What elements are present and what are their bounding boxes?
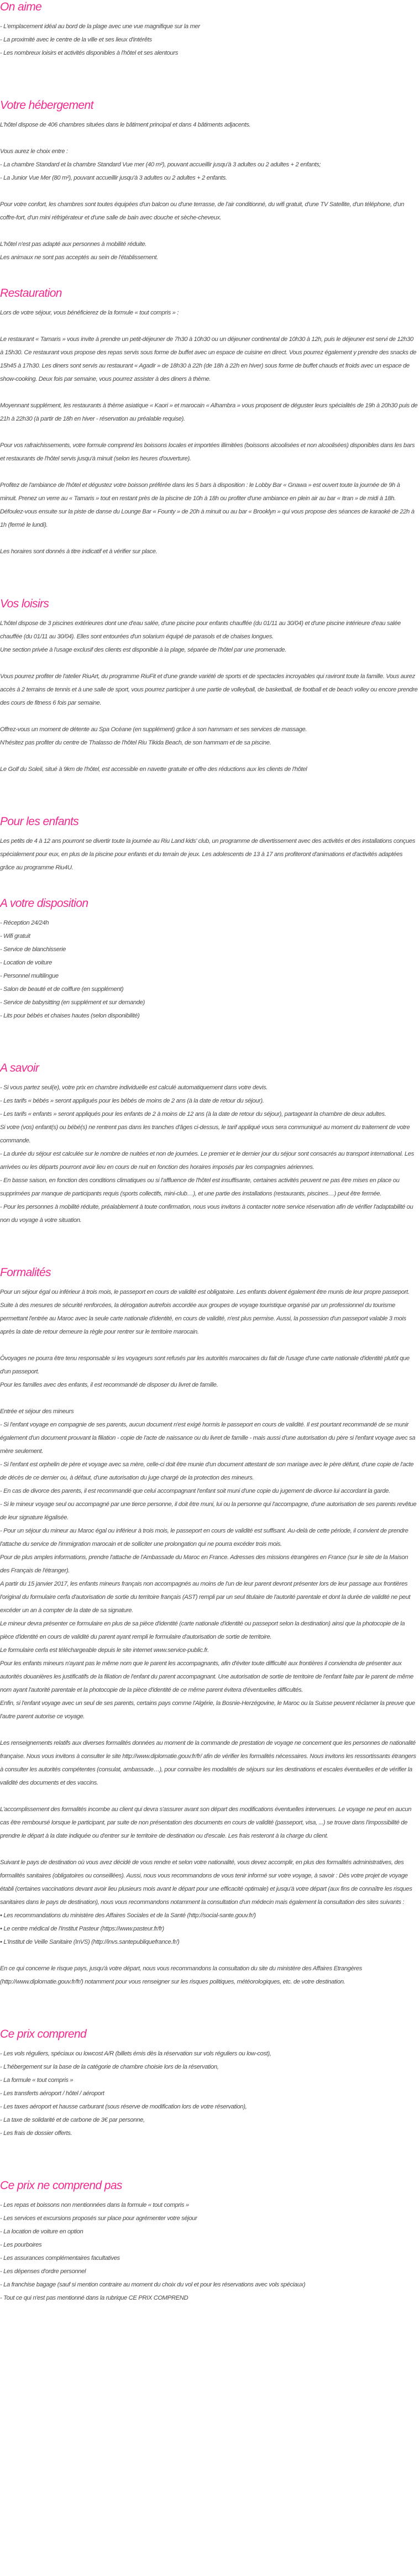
list-item: - Location de voiture — [0, 959, 53, 966]
paragraph: Pour les enfants mineurs n'ayant pas le même nom que le parent les accompagnants, afin d'éviter toute difficulté aux frontières il conviendra de présenter aux autorités douanières les justificatifs de la filiation de l'enfant du parent accompagnant. Une autorisation de sortie de territoire de l'enfant faite par le parent de même nom ayant l'autorité parentale et la photocopie de la pièce d'identité de ce même parent évitera d'éventuelles difficultés. — [0, 1660, 413, 1693]
list-item: - Service de babysitting (en supplément et sur demande) — [0, 999, 145, 1006]
list-item: - La location de voiture en option — [0, 2228, 83, 2235]
section-hebergement — [0, 98, 418, 264]
spacer — [0, 558, 418, 597]
spacer — [0, 874, 418, 896]
list-item: - L'hébergement sur la base de la catégorie de chambre choisie lors de la réservation, — [0, 2064, 219, 2070]
paragraph: A partir du 15 janvier 2017, les enfants mineurs français non accompagnés au moins de l'un de leur parent devront présenter lors de leur passage aux frontières l'original du formulaire cerfa d'autorisation de sortie du territoire français (AST) rempli par un seul titulaire de l'autorité parentale et dont la durée de validité ne peut excéder un an à compter de la date de sa signature. — [0, 1581, 411, 1614]
paragraph: Si votre (vos) enfant(s) ou bébé(s) ne rentrent pas dans les tranches d'âges ci-dessus, le tarif appliqué vous sera communiqué au moment du traitement de votre commande. — [0, 1124, 410, 1144]
included-list — [0, 2047, 418, 2140]
paragraph: - Si vous partez seul(e), votre prix en chambre individuelle est calculé automatiquement dans votre devis. — [0, 1084, 268, 1091]
health-site-link: • Le centre médical de l'Institut Pasteur (https://www.pasteur.fr/fr) — [0, 1926, 164, 1932]
paragraph: - Si l'enfant voyage en compagnie de ses parents, aucun document n'est exigé hormis le passeport en cours de validité. Il est pourtant recommandé de se munir également d'un document prouvant la filiation - copie de l'acte de naissance ou du livret de famille - mais aussi d'une autorisation du père si l'enfant voyage avec sa mère seulement. — [0, 1421, 416, 1455]
highlights-list — [0, 20, 418, 60]
section-title: Restauration — [0, 287, 62, 300]
list-item: - La franchise bagage (sauf si mention contraire au moment du choix du vol et pour les réservations avec vols spéciaux) — [0, 2281, 306, 2288]
list-item: - Tout ce qui n'est pas mentionné dans la rubrique CE PRIX COMPREND — [0, 2295, 188, 2301]
paragraph: Lors de votre séjour, vous bénéficierez de la formule « tout compris » : — [0, 309, 179, 316]
health-site-link: • Les recommandations du ministère des Affaires Sociales et de la Santé (http://social-sante.gouv.fr/) — [0, 1912, 256, 1919]
paragraph: Pour votre confort, les chambres sont toutes équipées d'un balcon ou d'une terrasse, de l'air conditionné, du wifi gratuit, d'une TV Satellite, d'un téléphone, d'un coffre-fort, d'un mini réfrigérateur et d'une salle de bain avec douche et sèche-cheveux. — [0, 201, 404, 221]
paragraph: Offrez-vous un moment de détente au Spa Océane (en supplément) grâce à son hammam et ses services de massage. — [0, 726, 307, 733]
section-title: A savoir — [0, 1062, 39, 1074]
list-item: - Les transferts aéroport / hôtel / aéroport — [0, 2090, 104, 2097]
list-item: - Réception 24/24h — [0, 920, 49, 926]
section-title: Ce prix ne comprend pas — [0, 2179, 122, 2192]
room-type: - La Junior Vue Mer (80 m²), pouvant accueillir jusqu'à 3 adultes ou 2 adultes + 2 enfants. — [0, 175, 227, 181]
paragraph: Pour les familles avec des enfants, il est recommandé de disposer du livret de famille. — [0, 1382, 218, 1388]
paragraph: Profitez de l'ambiance de l'hôtel et dégustez votre boisson préférée dans les 5 bars à disposition : le Lobby Bar « Gnawa » est ouvert toute la journée de 9h à minuit. Prenez un verre au « Tamaris » tout en restant près de la piscine de 10h à 18h ou profiter d'une ambiance en plein air au bar « Itran » de midi à 18h. Défoulez-vous ensuite sur la piste de danse du Lounge Bar « Founty » de 20h à minuit ou au bar « Brooklyn » qui vous propose des séances de karaoké de 22h à 1h (fermé le lundi). — [0, 482, 415, 528]
paragraph: Vous pourrez profiter de l'atelier RiuArt, du programme RiuFit et d'une grande variété de sports et de spectacles incroyables qui raviront toute la famille. Vous aurez accès à 2 terrains de tennis et à une salle de sport, vous pourrez participer à une partie de volleyball, de basketball, de football et de beach volley ou encore prendre des cours de fitness 6 fois par semaine. — [0, 673, 418, 706]
paragraph: - Si l'enfant est orphelin de père et voyage avec sa mère, celle-ci doit être munie d'un document attestant de son mariage avec le père défunt, d'une copie de l'acte de décès de ce dernier ou, à défaut, d'une autorisation du juge chargé de la protection des mineurs. — [0, 1461, 414, 1481]
paragraph: - En cas de divorce des parents, il est recommandé que celui accompagnant l'enfant soit muni d'une copie du jugement de divorce lui accordant la garde. — [0, 1488, 390, 1494]
list-item: - Wifi gratuit — [0, 933, 30, 940]
paragraph: - Les tarifs « bébés » seront appliqués pour les bébés de moins de 2 ans (à la date de retour du séjour). — [0, 1098, 264, 1104]
paragraph: N'hésitez pas profiter du centre de Thalasso de l'hôtel Riu Tikida Beach, de son hammam et de sa piscine. — [0, 739, 271, 746]
room-type: - La chambre Standard et la chambre Standard Vue mer (40 m²), pouvant accueillir jusqu'à 3 adultes ou 2 adultes + 2 enfants; — [0, 161, 321, 168]
section-formalites — [0, 1266, 418, 1989]
paragraph: Entrée et séjour des mineurs — [0, 1408, 74, 1415]
paragraph: Pour de plus amples informations, prendre l'attache de l'Ambassade du Maroc en France. Adresses des missions étrangères en France (sur le site de la Maison des Français de l'étranger). — [0, 1554, 408, 1574]
list-item: - Personnel multilingue — [0, 973, 59, 979]
paragraph: Enfin, si l'enfant voyage avec un seul de ses parents, certains pays comme l'Algérie, la Bosnie-Herzégovine, le Maroc ou la Suisse peuvent réclamer la preuve que l'autre parent autorise ce voyage. — [0, 1700, 415, 1720]
spacer — [0, 776, 418, 815]
paragraph: Les petits de 4 à 12 ans pourront se divertir toute la journée au Riu Land kids' club, un programme de divertissement avec des activités et des installations conçues spécialement pour eux, en plus de la piscine pour enfants et du terrain de jeux. Les adolescents de 13 à 17 ans profiteront d'animations et d'activités adaptées grâce au programme Riu4U. — [0, 838, 415, 871]
list-item: - La formule « tout compris » — [0, 2077, 74, 2084]
excluded-list — [0, 2199, 418, 2305]
spacer — [0, 1227, 418, 1266]
paragraph: Moyennant supplément, les restaurants à thème asiatique « Kaori » et marocain « Alhambra » vous proposent de déguster leurs spécialités de 19h à 20h30 puis de 21h à 22h30 (à partir de 18h en hiver - réservation au préalable requise). — [0, 402, 418, 422]
spacer — [0, 1022, 418, 1061]
section-title: Pour les enfants — [0, 815, 79, 828]
section-prix-comprend — [0, 2027, 418, 2140]
list-item: - Les dépenses d'ordre personnel — [0, 2268, 86, 2275]
paragraph: Ôvoyages ne pourra être tenu responsable si les voyageurs sont refusés par les autorités marocaines du fait de l'usage d'une carte nationale d'identité plutôt que d'un passeport. — [0, 1355, 410, 1375]
paragraph: Le restaurant « Tamaris » vous invite à prendre un petit-déjeuner de 7h30 à 10h30 ou un déjeuner continental de 10h30 à 12h, puis le déjeuner est servi de 12h30 à 15h30. Ce restaurant vous propose des repas servis sous forme de buffet avec un espace de cuisine en direct. Vous pourrez également y prendre des snacks de 15h45 à 17h30. Les diners sont servis au restaurant « Agadir » de 18h30 à 22h (de 18h à 22h en hiver) sous forme de buffet chauds et froids avec un espace de show-cooking. Deux fois par semaine, vous pourrez assister à des diners à thème. — [0, 336, 417, 382]
list-item: - L'emplacement idéal au bord de la plage avec une vue magnifique sur la mer — [0, 23, 200, 30]
paragraph: - En basse saison, en fonction des conditions climatiques ou si l'affluence de l'hôtel est insuffisante, certaines activités peuvent ne pas être mises en place ou supprimées par manque de participants requis (sports collectifs, mini-club…), et une partie des installations (restaurants, piscines…) peut être fermée. — [0, 1177, 400, 1197]
section-enfants — [0, 815, 418, 874]
list-item: - Les frais de dossier offerts. — [0, 2130, 72, 2137]
paragraph: - Pour un séjour du mineur au Maroc égal ou inférieur à trois mois, le passeport en cours de validité est suffisant. Au-delà de cette période, il convient de prendre l'attache du service de l'immigration marocain et de solliciter une prolongation qui ne pourra excéder trois mois. — [0, 1528, 408, 1547]
section-savoir — [0, 1061, 418, 1227]
section-title: On aime — [0, 1, 42, 13]
list-item: - Lits pour bébés et chaises hautes (selon disponibilité) — [0, 1012, 140, 1019]
section-title: Votre hébergement — [0, 99, 93, 112]
paragraph: Le Golf du Soleil, situé à 9km de l'hôtel, est accessible en navette gratuite et offre des réductions aux les clients de l'hôtel — [0, 766, 307, 773]
section-disposition — [0, 896, 418, 1022]
health-site-link: • L'Institut de Veille Sanitaire (InVS) (http://invs.santepubliquefrance.fr/) — [0, 1939, 180, 1945]
paragraph: Les horaires sont donnés à titre indicatif et à vérifier sur place. — [0, 548, 158, 555]
list-item: - La proximité avec le centre de la ville et ses lieux d'intérêts — [0, 36, 152, 43]
paragraph: En ce qui concerne le risque pays, jusqu'à votre départ, nous vous recommandons la consultation du site du ministère des Affaires Etrangères (http://www.diplomatie.gouv.fr/fr/) notamment pour vous renseigner sur les risques politiques, météorologiques, etc. de votre destination. — [0, 1965, 362, 1985]
section-prix-ne-comprend-pas — [0, 2179, 418, 2305]
list-item: - Service de blanchisserie — [0, 946, 66, 953]
list-item: - Les repas et boissons non mentionnées dans la formule « tout compris » — [0, 2202, 189, 2208]
spacer — [0, 2140, 418, 2179]
section-on-aime — [0, 0, 418, 60]
list-item: - Les assurances complémentaires facultatives — [0, 2255, 120, 2262]
spacer — [0, 60, 418, 98]
paragraph: L'hôtel n'est pas adapté aux personnes à mobilité réduite. — [0, 241, 147, 248]
paragraph: Pour un séjour égal ou inférieur à trois mois, le passeport en cours de validité est obligatoire. Les enfants doivent également être munis de leur propre passeport. — [0, 1289, 410, 1295]
paragraph: L'hôtel dispose de 406 chambres situées dans le bâtiment principal et dans 4 bâtiments adjacents. — [0, 122, 251, 128]
list-item: - Les services et excursions proposés sur place pour agrémenter votre séjour — [0, 2215, 197, 2222]
paragraph: Vous aurez le choix entre : — [0, 148, 68, 155]
list-item: - Les vols réguliers, spéciaux ou lowcost A/R (billets émis dès la réservation sur vols réguliers ou low-cost), — [0, 2050, 271, 2057]
paragraph: Le formulaire cerfa est téléchargeable depuis le site internet www.service-public.fr. — [0, 1647, 209, 1654]
paragraph: Pour vos rafraichissements, votre formule comprend les boissons locales et importées illimitées (boissons alcoolisées et non alcoolisées) disponibles dans les bars et restaurants de l'hôtel servis jusqu'à minuit (selon les heures d'ouverture). — [0, 442, 415, 462]
paragraph: Une section privée à l'usage exclusif des clients est disponible à la plage, séparée de l'hôtel par une promenade. — [0, 647, 286, 653]
paragraph: - Les tarifs « enfants » seront appliqués pour les enfants de 2 à moins de 12 ans (à la date de retour du séjour), partageant la chambre de deux adultes. — [0, 1111, 386, 1118]
section-title: Ce prix comprend — [0, 2028, 87, 2040]
list-item: - La taxe de solidarité et de carbone de 3€ par personne, — [0, 2117, 145, 2123]
paragraph: Les animaux ne sont pas acceptés au sein de l'établissement. — [0, 254, 158, 261]
paragraph: L'accomplissement des formalités incombe au client qui devra s'assurer avant son départ des modifications éventuelles intervenues. Le voyage ne peut en aucun cas être remboursé lorsque le participant, par suite de non présentation des documents en cours de validité (passeport, visa, ...) se trouve dans l'impossibilité de prendre le départ à la date indiquée ou d'entrer sur le territoire de destination ou d'escale. Les frais resteront à la charge du client. — [0, 1806, 412, 1839]
section-title: Formalités — [0, 1266, 51, 1279]
paragraph: Suivant le pays de destination où vous avez décidé de vous rendre et selon votre nationalité, vous devez accomplir, en plus des formalités administratives, des formalités sanitaires (obligatoires ou conseillées). Aussi, nous vous recommandons de vous tenir informé sur votre voyage, à savoir : Dès votre projet de voyage établi (certaines vaccinations devant avoir lieu plusieurs mois avant le départ pour une efficacité optimale) et jusqu'à votre départ (aux fins de connaître les risques sanitaires dans le pays de destination), nous vous recommandons notamment la consultation d'un médecin mais également la consultation des sites suivants : — [0, 1859, 412, 1906]
spacer — [0, 2305, 418, 2327]
list-item: - Les taxes aéroport et hausse carburant (sous réserve de modification lors de votre réservation), — [0, 2103, 247, 2110]
section-loisirs — [0, 597, 418, 776]
paragraph: - La durée du séjour est calculée sur le nombre de nuitées et non de journées. Le premier et le dernier jour du séjour sont consacrés au transport international. Les arrivées ou les départs pourront avoir lieu en cours de nuit en fonction des horaires imposés par les compagnies aériennes. — [0, 1151, 414, 1171]
paragraph: - Si le mineur voyage seul ou accompagné par une tierce personne, il doit être muni, lui ou la personne qui l'accompagne, d'une autorisation de ses parents revêtue de leur signature légalisée. — [0, 1501, 417, 1521]
section-title: A votre disposition — [0, 897, 88, 910]
list-item: - Salon de beauté et de coiffure (en supplément) — [0, 986, 124, 993]
paragraph: Suite à des mesures de sécurité renforcées, la dérogation autrefois accordée aux groupes de voyage touristique organisé par un professionnel du tourisme permettant l'entrée au Maroc avec la seule carte nationale d'identité, en cours de validité, n'est plus permise. Aussi, la possession d'un passeport valable 3 mois après la date de retour demeure la règle pour rentrer sur le territoire marocain. — [0, 1302, 406, 1335]
paragraph: Les renseignements relatifs aux diverses formalités données au moment de la commande de prestation de voyage ne concernent que les personnes de nationalité française. Nous vous invitons à consulter le site http://www.diplomatie.gouv.fr/fr/ afin de vérifier les formalités nécessaires. Nous invitons les ressortissants étrangers à consulter les autorités compétentes (consulat, ambassade…), pour connaître les modalités de séjours sur les destinations et escales éventuelles et de vérifier la validité des documents et des vaccins. — [0, 1740, 416, 1786]
list-item: - Les nombreux loisirs et activités disponibles à l'hôtel et ses alentours — [0, 50, 178, 56]
spacer — [0, 264, 418, 286]
paragraph: - Pour les personnes à mobilité réduite, préalablement à toute confirmation, nous vous invitons à contacter notre service réservation afin de vérifier l'adaptabilité ou non du voyage à votre situation. — [0, 1204, 413, 1224]
spacer — [0, 1989, 418, 2027]
section-restauration — [0, 286, 418, 558]
section-title: Vos loisirs — [0, 597, 49, 610]
paragraph: L'hôtel dispose de 3 piscines extérieures dont une d'eau salée, d'une piscine pour enfants chauffée (du 01/11 au 30/04) et d'une piscine intérieure d'eau salée chauffée (du 01/11 au 30/04). Elles sont entourées d'un solarium équipé de parasols et de chaises longues. — [0, 620, 401, 640]
paragraph: Le mineur devra présenter ce formulaire en plus de sa pièce d'identité (carte nationale d'identité ou passeport selon la destination) ainsi que la photocopie de la pièce d'identité en cours de validité du parent ayant rempli le formulaire d'autorisation de sortie de territoire. — [0, 1620, 405, 1640]
services-list — [0, 916, 418, 1022]
list-item: - Les pourboires — [0, 2242, 42, 2248]
